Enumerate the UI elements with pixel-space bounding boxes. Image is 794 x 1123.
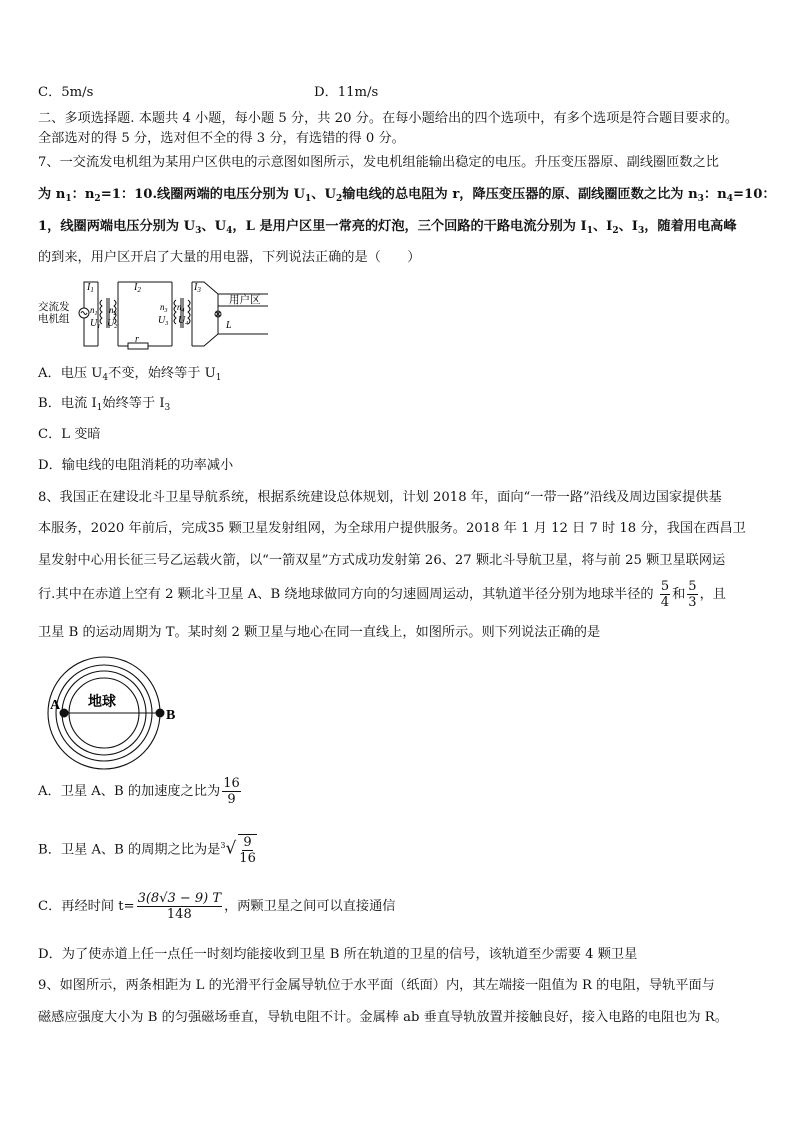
svg-text:U3: $U_3$ bbox=[158, 315, 169, 327]
q7-option-d: D．输电线的电阻消耗的功率减小 bbox=[38, 458, 234, 473]
satellite-b bbox=[156, 709, 165, 718]
q7-line4: 的到来，用户区开启了大量的用电器，下列说法正确的是（ ） bbox=[38, 250, 421, 265]
q8-option-d: D．为了使赤道上任一点任一时刻均能接收到卫星 B 所在轨道的卫星的信号，该轨道至少需要 4 颗卫星 bbox=[38, 947, 638, 962]
section2-line2: 全部选对的得 5 分，选对但不全的得 3 分，有选错的得 0 分。 bbox=[38, 131, 405, 146]
q9-line1: 9、如图所示，两条相距为 L 的光滑平行金属导轨位于水平面（纸面）内，其左端接一阻值为 R 的电阻，导轨平面与 bbox=[38, 978, 715, 993]
q8-line5: 卫星 B 的运动周期为 T。某时刻 2 颗卫星与地心在同一直线上，如图所示。则下列说法正确的是 bbox=[38, 625, 601, 640]
svg-text:n1: $n_1$ bbox=[90, 305, 98, 317]
svg-text:U1: $U_1$ bbox=[90, 318, 101, 330]
option-c-prev: C．5m/s bbox=[38, 85, 94, 100]
svg-text:U4: $U_4$ bbox=[178, 315, 189, 327]
q7-option-c: C．L 变暗 bbox=[38, 427, 101, 442]
q7-option-a: A．电压 $U_4$不变，始终等于 $U_1$ bbox=[38, 366, 222, 383]
q8-line2: 本服务，2020 年前后，完成35 颗卫星发射组网，为全球用户提供服务。2018 年 1 月 12 日 7 时 18 分，我国在西昌卫 bbox=[38, 521, 746, 536]
section2-line1: 二、多项选择题. 本题共 4 小题，每小题 5 分，共 20 分。在每小题给出的四个选项中，有多个选项是符合题目要求的。 bbox=[38, 111, 739, 126]
q8-line4: 行.其中在赤道上空有 2 颗北斗卫星 A、B 绕地球做同方向的匀速圆周运动，其轨道半径分别为地球半径的 $\frac{5}{4}$ 和 $\frac{5}{3}$ ，且 bbox=[38, 579, 726, 610]
svg-text:I2: $I_2$ bbox=[134, 282, 141, 294]
svg-text:n2: $n_2$ bbox=[109, 305, 117, 317]
svg-text:I3: $I_3$ bbox=[194, 282, 201, 294]
q7-line2: 为 $n_1$：$n_2=1$：10.线圈两端的电压分别为 $U_1$、$U_2$输电线的总电阻为 r，降压变压器的原、副线圈匝数之比为 $n_3$：$n_4=10$： bbox=[38, 187, 776, 204]
q8-option-b: B．卫星 A、B 的周期之比为是$^3$√ $\frac{9}{16}$ bbox=[38, 834, 256, 866]
option-d-prev: D．11m/s bbox=[314, 85, 379, 100]
svg-text:U2: $U_2$ bbox=[107, 318, 118, 330]
user-area-label: 用户区 bbox=[229, 295, 261, 306]
q8-line3: 星发射中心用长征三号乙运载火箭，以“一箭双星”方式成功发射第 26、27 颗北斗导航卫星，将与前 25 颗卫星联网运 bbox=[38, 553, 726, 568]
q7-line3: 1，线圈两端电压分别为 $U_3$、$U_4$，L 是用户区里一常亮的灯泡，三个回路的干路电流分别为 $I_1$、$I_2$、$I_3$，随着用电高峰 bbox=[38, 219, 737, 236]
q8-option-c: C．再经时间 t= $\frac{3(8√3 - 9) T}{148}$ ，两颗卫星之间可以直接通信 bbox=[38, 891, 396, 922]
svg-text:I1: $I_1$ bbox=[87, 282, 94, 294]
gen-label-1: 交流发 bbox=[38, 302, 70, 313]
earth-label: 地球 bbox=[88, 695, 116, 710]
q8-line1: 8、我国正在建设北斗卫星导航系统，根据系统建设总体规划，计划 2018 年，面向“一带一路”沿线及周边国家提供基 bbox=[38, 490, 722, 505]
q7-option-b: B．电流 $I_1$始终等于 $I_3$ bbox=[38, 396, 171, 413]
label-b: B bbox=[166, 708, 176, 723]
svg-text:r: r bbox=[135, 334, 139, 345]
svg-text:n4: $n_4$ bbox=[177, 302, 185, 314]
gen-label-2: 电机组 bbox=[38, 314, 70, 325]
label-a: A bbox=[50, 698, 61, 713]
q8-option-a: A．卫星 A、B 的加速度之比为 $\frac{16}{9}$ bbox=[38, 776, 240, 807]
svg-text:n3: $n_3$ bbox=[160, 302, 168, 314]
q7-line1: 7、一交流发电机组为某用户区供电的示意图如图所示，发电机组能输出稳定的电压。升压变压器原、副线圈匝数之比 bbox=[38, 155, 719, 170]
q7-circuit-diagram bbox=[36, 276, 272, 358]
svg-text:L: L bbox=[226, 320, 232, 331]
q8-orbit-diagram bbox=[36, 652, 186, 770]
satellite-a bbox=[60, 709, 69, 718]
q9-line2: 磁感应强度大小为 B 的匀强磁场垂直，导轨电阻不计。金属棒 ab 垂直导轨放置并接触良好，接入电路的电阻也为 R。 bbox=[38, 1010, 728, 1025]
